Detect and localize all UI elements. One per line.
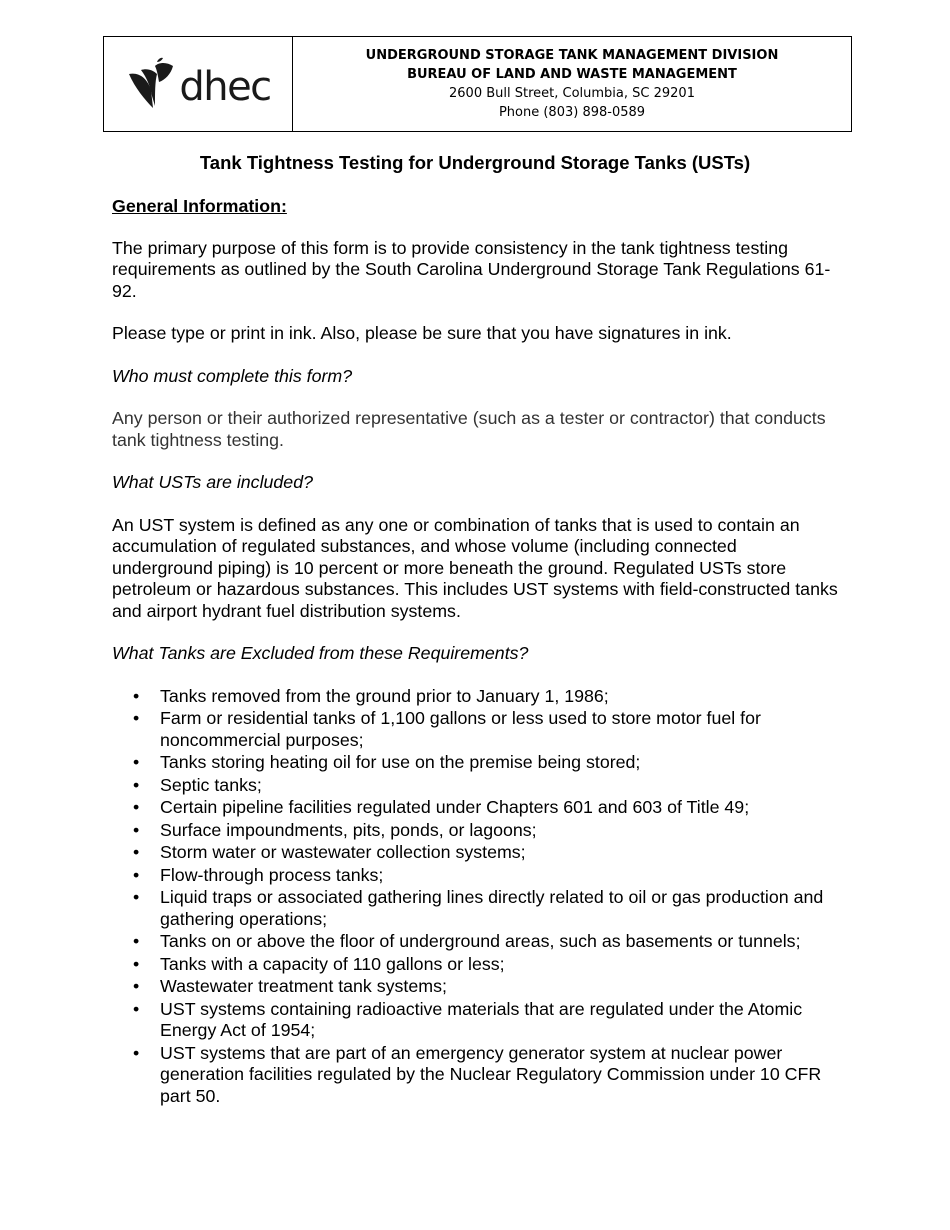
purpose-paragraph: The primary purpose of this form is to provide consistency in the tank tightness testing requirements as outlined by the South Carolina Underground Storage Tank Regulations 61-92. [112, 237, 831, 301]
bullet-icon: • [133, 887, 140, 907]
bullet-icon: • [133, 953, 140, 974]
bullet-icon: • [133, 708, 140, 728]
agency-address: 2600 Bull Street, Columbia, SC 29201 [449, 86, 695, 101]
excluded-list-item [112, 887, 842, 930]
bullet-icon: • [133, 685, 140, 706]
excluded-list-item [112, 976, 842, 998]
excluded-list-item [112, 865, 842, 887]
excluded-list-item [112, 954, 842, 976]
bureau-name: BUREAU OF LAND AND WASTE MANAGEMENT [407, 67, 737, 82]
excluded-item-text: Storm water or wastewater collection systems; [160, 842, 526, 862]
instructions-paragraph: Please type or print in ink. Also, please be sure that you have signatures in ink. [112, 323, 732, 343]
who-question: Who must complete this form? [112, 365, 353, 386]
bullet-icon: • [133, 864, 140, 885]
bullet-icon: • [133, 1042, 140, 1063]
excluded-item-text: Tanks storing heating oil for use on the premise being stored; [160, 752, 641, 772]
excluded-list-item [112, 797, 842, 819]
agency-info [293, 37, 851, 131]
excluded-item-text: Tanks removed from the ground prior to January 1, 1986; [160, 685, 609, 706]
excluded-list-item [112, 752, 842, 774]
excluded-list-item [112, 820, 842, 842]
excluded-item-text: Septic tanks; [160, 774, 262, 795]
bullet-icon: • [133, 752, 140, 772]
bullet-icon: • [133, 976, 140, 996]
excluded-item-text: UST systems that are part of an emergency generator system at nuclear power generation facilities regulated by the Nuclear Regulatory Commission under 10 CFR part 50. [160, 1042, 822, 1106]
excluded-item-text: UST systems containing radioactive materials that are regulated under the Atomic Energy Act of 1954; [160, 998, 803, 1040]
excluded-item-text: Tanks on or above the floor of underground areas, such as basements or tunnels; [160, 931, 801, 951]
excluded-list-item [112, 931, 842, 953]
logo-wordmark: dhec [179, 64, 271, 110]
dhec-leaf-icon [125, 56, 177, 112]
bullet-icon: • [133, 819, 140, 840]
who-answer: Any person or their authorized representative (such as a tester or contractor) that conducts tank tightness testing. [112, 408, 826, 450]
excluded-list-item [112, 1043, 842, 1108]
excluded-item-text: Surface impoundments, pits, ponds, or lagoons; [160, 819, 537, 840]
bullet-icon: • [133, 998, 140, 1019]
excluded-item-text: Tanks with a capacity of 110 gallons or less; [160, 953, 505, 974]
excluded-item-text: Wastewater treatment tank systems; [160, 976, 447, 996]
general-information-heading: General Information: [112, 196, 287, 216]
agency-logo [104, 37, 293, 131]
agency-phone: Phone (803) 898-0589 [498, 105, 646, 120]
division-name: UNDERGROUND STORAGE TANK MANAGEMENT DIVISION [365, 48, 779, 63]
excluded-list-item [112, 708, 842, 751]
bullet-icon: • [133, 797, 140, 817]
bullet-icon: • [133, 931, 140, 951]
bullet-icon: • [133, 842, 140, 862]
excluded-item-text: Certain pipeline facilities regulated under Chapters 601 and 603 of Title 49; [160, 797, 750, 817]
excluded-item-text: Flow-through process tanks; [160, 864, 384, 885]
excluded-list-item [112, 775, 842, 797]
included-answer: An UST system is defined as any one or combination of tanks that is used to contain an accumulation of regulated substances, and whose volume (including connected underground piping) is 10 percent or more beneath the ground. Regulated USTs store petroleum or hazardous substances. This includes UST systems with field-constructed tanks and airport hydrant fuel distribution systems. [112, 514, 838, 621]
document-title: Tank Tightness Testing for Underground Storage Tanks (USTs) [199, 152, 751, 173]
included-question: What USTs are included? [112, 472, 313, 492]
excluded-item-text: Liquid traps or associated gathering lines directly related to oil or gas production and gathering operations; [160, 887, 824, 929]
excluded-list-item [112, 686, 842, 708]
letterhead [103, 36, 852, 132]
bullet-icon: • [133, 774, 140, 795]
excluded-list-item [112, 999, 842, 1042]
excluded-list-item [112, 842, 842, 864]
excluded-item-text: Farm or residential tanks of 1,100 gallons or less used to store motor fuel for noncommercial purposes; [160, 708, 761, 750]
document-body [112, 196, 842, 1108]
excluded-tanks-list [112, 686, 842, 1108]
excluded-question: What Tanks are Excluded from these Requirements? [112, 643, 529, 663]
